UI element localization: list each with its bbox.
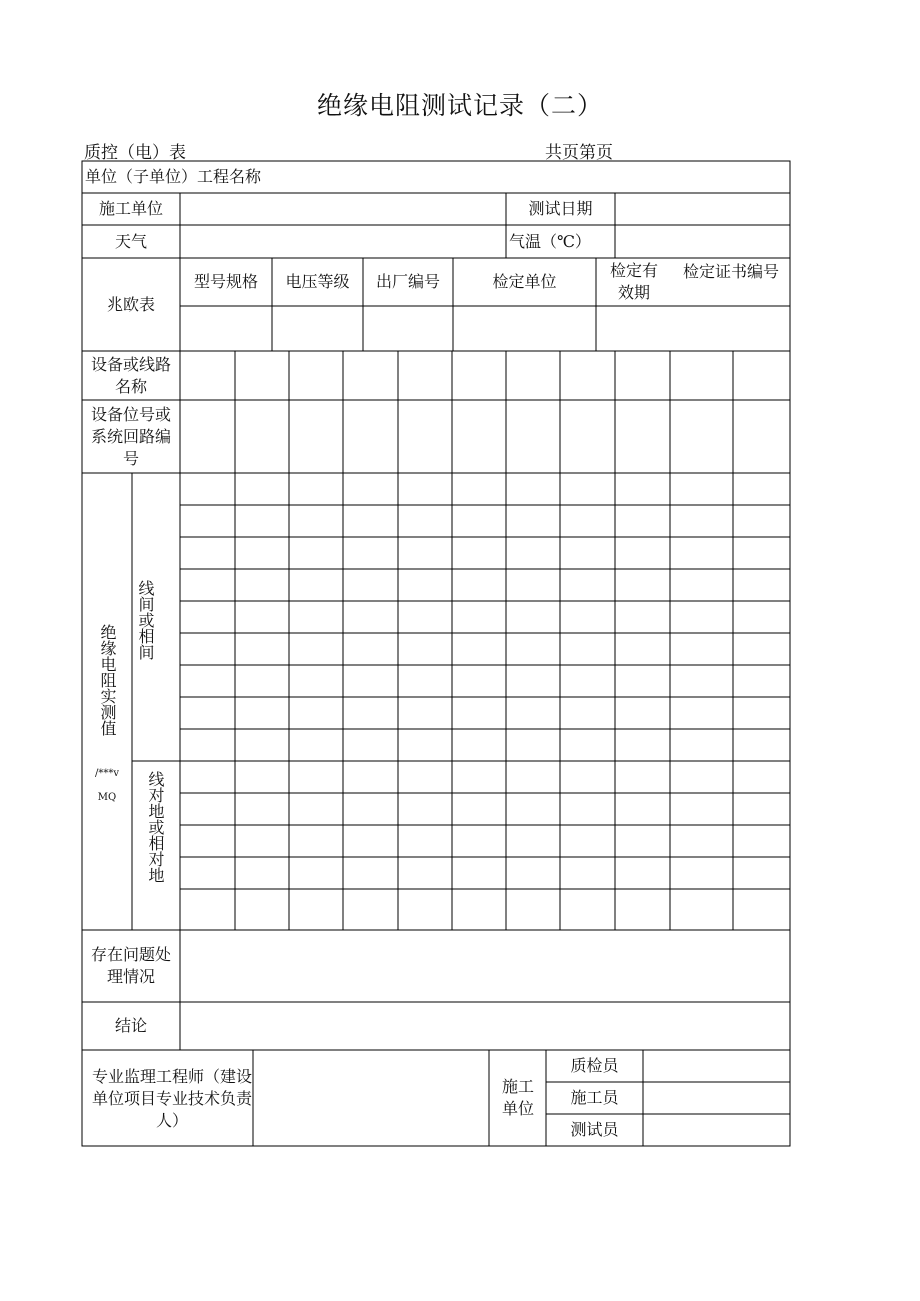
constructor-label: 施工员	[570, 1088, 619, 1107]
weather-label: 天气	[114, 231, 147, 251]
conclusion-label: 结论	[114, 1016, 147, 1035]
tester-label: 测试员	[570, 1120, 619, 1139]
project-name-label: 单位（子单位）工程名称	[85, 167, 262, 186]
issues-label: 存在问题处理情况	[90, 945, 171, 986]
construction-unit-short-label: 施工单位	[501, 1077, 534, 1118]
test-date-label: 测试日期	[528, 199, 593, 218]
model-label: 型号规格	[193, 272, 258, 291]
voltage-level-label: 电压等级	[285, 272, 350, 291]
qc-inspector-label: 质检员	[570, 1056, 619, 1075]
validity-label: 检定有效期	[609, 261, 658, 302]
megohmmeter-label: 兆欧表	[106, 294, 155, 314]
serial-no-label: 出厂编号	[375, 272, 440, 291]
page-count: 共页第页	[545, 143, 613, 163]
cert-no-label: 检定证书编号	[682, 262, 779, 281]
unit-label-bottom: MQ	[97, 792, 117, 803]
position-no-label: 设备位号或系统回路编号	[90, 404, 171, 468]
calibration-unit-label: 检定单位	[492, 272, 557, 291]
table-border	[82, 161, 790, 1146]
equipment-name-label: 设备或线路名称	[90, 354, 171, 396]
form-code: 质控（电）表	[84, 143, 186, 163]
supervisor-label: 专业监理工程师（建设单位项目专业技术负责人）	[91, 1067, 252, 1130]
phase-to-ground-label: 线对地或相对地	[146, 771, 165, 883]
construction-unit-label: 施工单位	[98, 199, 163, 218]
page-title: 绝缘电阻测试记录（二）	[316, 91, 603, 120]
measured-value-label: 绝缘电阻实测值	[98, 624, 117, 736]
temperature-label: 气温（℃）	[509, 231, 591, 251]
phase-to-phase-label: 线间或相间	[136, 580, 155, 660]
unit-label-top: /***v	[94, 768, 120, 779]
